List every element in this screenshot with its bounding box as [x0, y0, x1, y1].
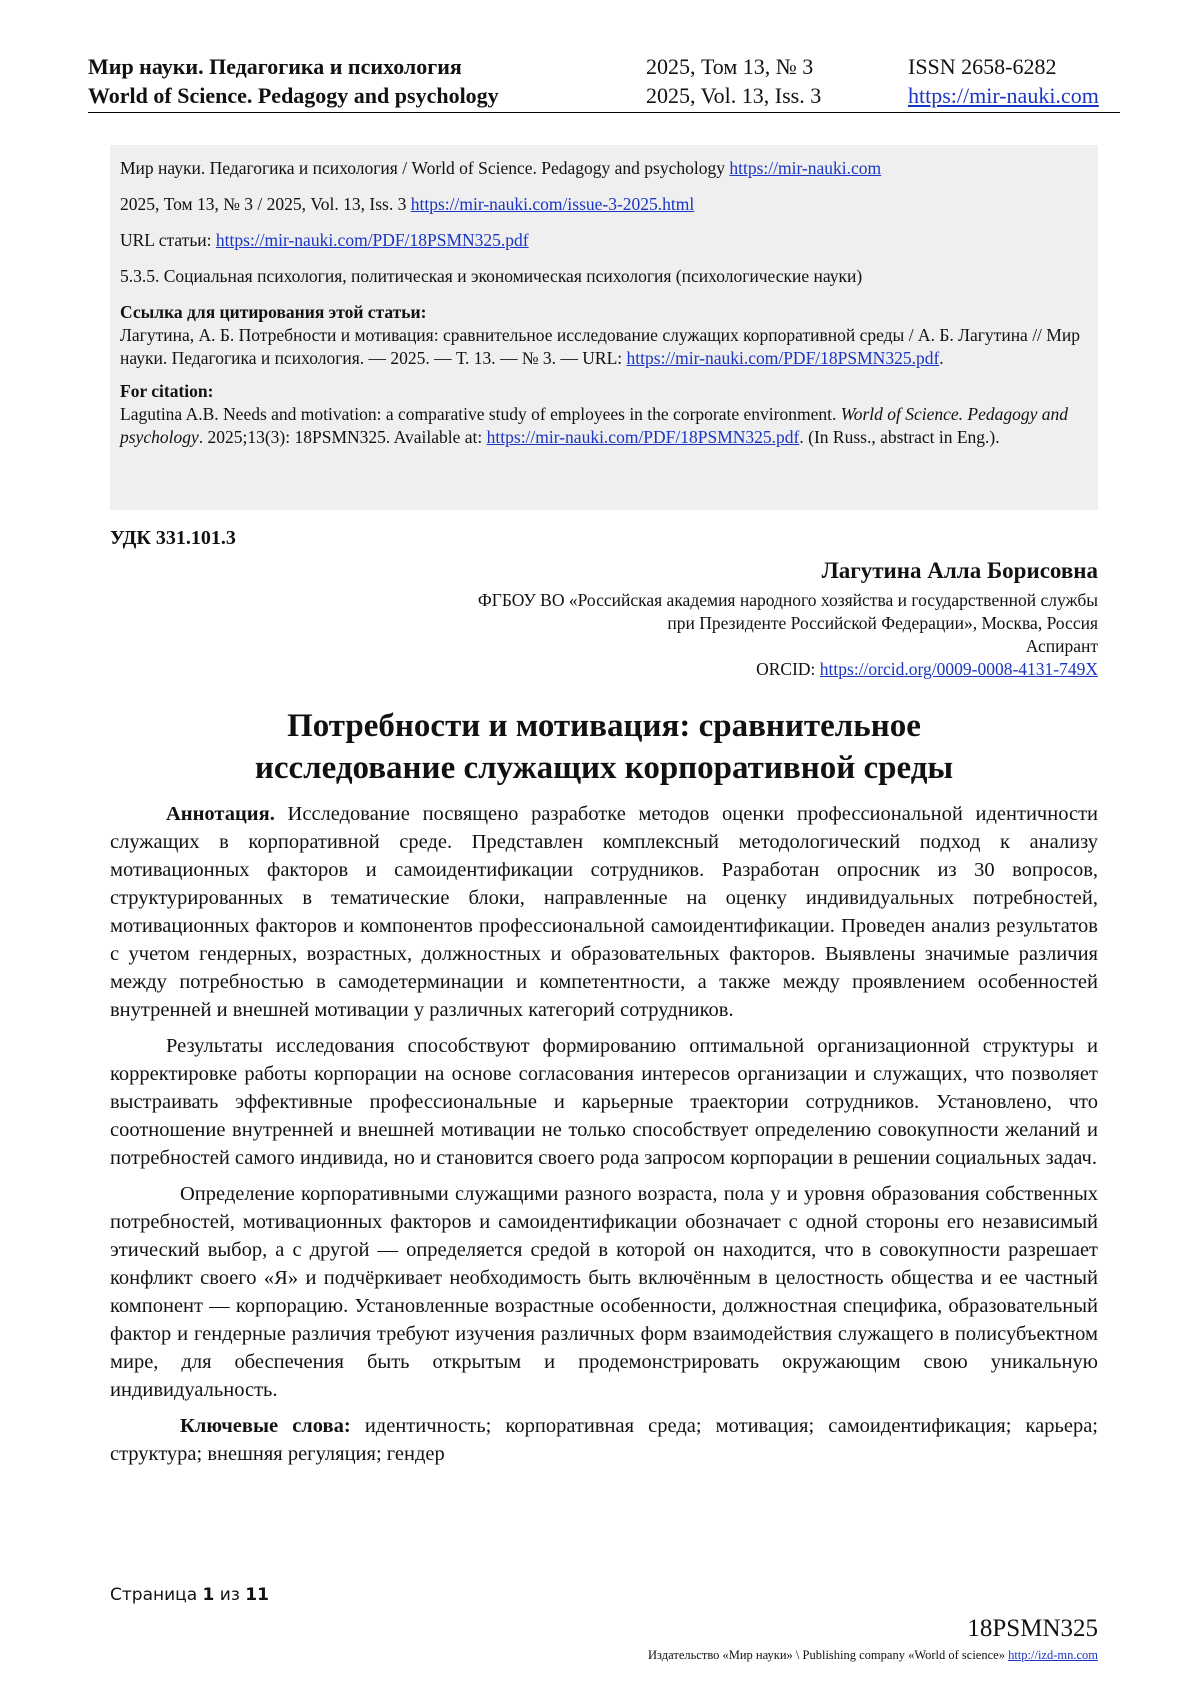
cite-line-url-text: URL статьи:	[120, 230, 216, 250]
cite-en-text3: . (In Russ., abstract in Eng.).	[799, 427, 1000, 447]
page-word: Страница	[110, 1585, 203, 1605]
author-name: Лагутина Алла Борисовна	[821, 558, 1098, 583]
publisher-text: Издательство «Мир науки» \ Publishing company «World of science»	[648, 1648, 1009, 1662]
abstract-paragraph-3: Определение корпоративными служащими разного возраста, пола у и уровня образования собственных потребностей, мотивационных факторов и самоидентификации обозначает с одной стороны его независимый этический выбор, а с другой — определяется средой в которой он находится, что в совокупности разрешает конфликт своего «Я» и подчёркивает необходимость быть включённым в целостность общества и ее частный компонент — корпорацию. Установленные возрастные особенности, должностная специфика, образовательный фактор и гендерные различия требуют изучения различных форм взаимодействия служащего в полисубъектном мире, для обеспечения быть открытым и продемонстрировать окружающим свою уникальную индивидуальность.	[110, 1183, 1098, 1401]
abstract-section	[110, 800, 1098, 1476]
abstract-label: Аннотация.	[166, 803, 275, 825]
of-word: из	[214, 1585, 246, 1605]
cite-en-journal: World of Science. Pedagogy and psychology	[120, 404, 1069, 447]
udk-code: УДК 331.101.3	[110, 527, 236, 549]
cite-en	[120, 380, 1088, 449]
page-number	[110, 1585, 269, 1605]
issn-block	[908, 52, 1099, 110]
cite-en-link[interactable]: https://mir-nauki.com/PDF/18PSMN325.pdf	[486, 427, 800, 447]
issue-info	[646, 52, 821, 110]
cite-ru-end: .	[939, 348, 944, 368]
abstract-paragraph-1	[110, 800, 1098, 1024]
journal-header	[88, 52, 1120, 113]
article-title	[110, 705, 1098, 789]
keywords	[110, 1412, 1098, 1468]
cite-ru-label: Ссылка для цитирования этой статьи:	[120, 302, 427, 322]
journal-name-en: World of Science. Pedagogy and psychology	[88, 83, 499, 108]
orcid	[198, 658, 1098, 681]
cite-en-label: For citation:	[120, 381, 214, 401]
journal-link[interactable]: https://mir-nauki.com	[729, 158, 882, 178]
page-current: 1	[202, 1585, 215, 1605]
abstract-paragraph-2: Результаты исследования способствуют формированию оптимальной организационной структуры и корректировке работы корпорации на основе согласования интересов организации и служащих, что позволяет выстраивать эффективные профессиональные и карьерные траектории сотрудников. Установлено, что соотношение внутренней и внешней мотивации не только способствует определению совокупности желаний и потребностей самого индивида, но и становится своего рода запросом корпорации в решении социальных задач.	[110, 1035, 1098, 1169]
journal-name-ru: Мир науки. Педагогика и психология	[88, 54, 462, 79]
cite-line-journal	[120, 157, 1088, 180]
cite-en-text2: . 2025;13(3): 18PSMN325. Available at:	[198, 427, 487, 447]
specialty-code: 5.3.5. Социальная психология, политическая и экономическая психология (психологические науки)	[120, 266, 863, 286]
cite-line-url	[120, 229, 1088, 252]
author-block	[198, 555, 1098, 681]
issue-link[interactable]: https://mir-nauki.com/issue-3-2025.html	[410, 194, 695, 214]
cite-line-issue	[120, 193, 1088, 216]
title-line1: Потребности и мотивация: сравнительное	[287, 708, 921, 744]
keywords-label: Ключевые слова:	[180, 1415, 351, 1437]
issue-ru: 2025, Том 13, № 3	[646, 54, 814, 79]
affiliation-line2: при Президенте Российской Федерации», Москва, Россия	[667, 613, 1098, 633]
keywords-text: идентичность; корпоративная среда; мотивация; самоидентификация; карьера; структура; внешняя регуляция; гендер	[110, 1415, 1098, 1465]
publisher-link[interactable]: http://izd-mn.com	[1008, 1648, 1098, 1662]
cite-line-journal-text: Мир науки. Педагогика и психология / World of Science. Pedagogy and psychology	[120, 158, 730, 178]
orcid-label: ORCID:	[756, 659, 820, 679]
journal-name	[88, 52, 499, 110]
cite-ru	[120, 301, 1088, 370]
affiliation-line1: ФГБОУ ВО «Российская академия народного хозяйства и государственной службы	[477, 590, 1098, 610]
article-code: 18PSMN325	[967, 1615, 1098, 1642]
author-position: Аспирант	[1025, 636, 1098, 656]
cite-en-text1: Lagutina A.B. Needs and motivation: a comparative study of employees in the corporate environment.	[120, 404, 841, 424]
site-link[interactable]: https://mir-nauki.com	[908, 83, 1099, 108]
article-url-link[interactable]: https://mir-nauki.com/PDF/18PSMN325.pdf	[215, 230, 529, 250]
issn: ISSN 2658-6282	[908, 54, 1057, 79]
page-total: 11	[245, 1585, 269, 1605]
title-line2: исследование служащих корпоративной среды	[254, 750, 954, 786]
abstract-p1-text: Исследование посвящено разработке методов оценки профессиональной идентичности служащих в корпоративной среде. Представлен комплексный методологический подход к анализу мотивационных факторов и самоидентификации сотрудников. Разработан опросник из 30 вопросов, структурированных в тематические блоки, направленные на оценку индивидуальных потребностей, мотивационных факторов и компонентов профессиональной самоидентификации. Проведен анализ результатов с учетом гендерных, возрастных, должностных и образовательных факторов. Выявлены значимые различия между потребностью в самодетерминации и компетентности, а также между проявлением особенностей внутренней и внешней мотивации у различных категорий сотрудников.	[110, 803, 1098, 1021]
orcid-link[interactable]: https://orcid.org/0009-0008-4131-749X	[819, 659, 1098, 679]
citation-box	[110, 145, 1098, 510]
cite-ru-text: Лагутина, А. Б. Потребности и мотивация: сравнительное исследование служащих корпоративной среды / А. Б. Лагутина // Мир науки. Педагогика и психология. — 2025. — Т. 13. — № 3. — URL:	[120, 325, 1080, 368]
cite-line-issue-text: 2025, Том 13, № 3 / 2025, Vol. 13, Iss. 3	[120, 194, 411, 214]
cite-ru-link[interactable]: https://mir-nauki.com/PDF/18PSMN325.pdf	[626, 348, 940, 368]
issue-en: 2025, Vol. 13, Iss. 3	[646, 83, 822, 108]
publisher-line	[648, 1648, 1098, 1663]
